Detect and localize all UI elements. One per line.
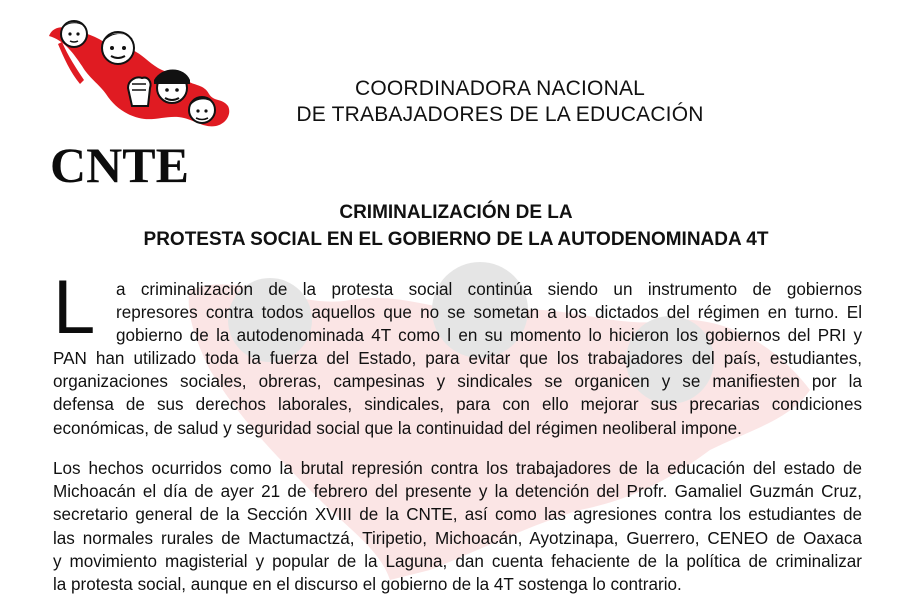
cnte-emblem-icon bbox=[44, 14, 234, 144]
paragraph-line: y movimiento magisterial y popular de la Laguna, dan cuenta fehaciente de la política de criminalizar bbox=[53, 551, 862, 571]
logo-wordmark: CNTE bbox=[50, 137, 189, 193]
paragraph-line: la protesta social, aunque en el discurso el gobierno de la 4T sostenga lo contrario. bbox=[53, 575, 682, 595]
document-title bbox=[0, 199, 912, 253]
paragraph-line: las normales rurales de Mactumactzá, Tiripetio, Michoacán, Ayotzinapa, Guerrero, CENEO de Oaxaca bbox=[53, 528, 862, 548]
cnte-logo bbox=[44, 14, 234, 193]
title-line-2: PROTESTA SOCIAL EN EL GOBIERNO DE LA AUTODENOMINADA 4T bbox=[143, 229, 769, 250]
paragraph-line: defensa de sus derechos laborales, sindicales, para con ello mejorar sus precarias condiciones bbox=[53, 395, 862, 415]
org-name-line-2: DE TRABAJADORES DE LA EDUCACIÓN bbox=[296, 103, 704, 126]
paragraph-line: Los hechos ocurridos como la brutal represión contra los trabajadores de la educación del estado de bbox=[53, 459, 862, 478]
paragraph-line: Michoacán el día de ayer 21 de febrero del presente y la detención del Profr. Gamaliel Guzmán Cruz, bbox=[53, 482, 862, 502]
paragraph-line: gobierno de la autodenominada 4T como l en su momento lo hicieron los gobiernos del PRI y bbox=[116, 326, 862, 346]
paragraph-line: organizaciones sociales, obreras, campesinas y sindicales se organicen y se manifiesten por la bbox=[53, 372, 862, 392]
paragraph-line: a criminalización de la protesta social continúa siendo un instrumento de gobiernos bbox=[116, 280, 862, 299]
paragraph-2 bbox=[53, 457, 862, 596]
organization-name bbox=[250, 76, 750, 128]
org-name-line-1: COORDINADORA NACIONAL bbox=[354, 77, 646, 100]
paragraph-1-indented bbox=[116, 278, 862, 348]
title-line-1: CRIMINALIZACIÓN DE LA bbox=[339, 202, 573, 223]
paragraph-line: secretario general de la Sección XVIII de la CNTE, así como las agresiones contra los estudiantes de bbox=[53, 505, 862, 525]
paragraph-line: PAN han utilizado toda la fuerza del Estado, para evitar que los trabajadores del país, estudiantes, bbox=[53, 349, 862, 368]
paragraph-1-body bbox=[53, 347, 862, 440]
drop-cap: L bbox=[53, 265, 96, 350]
paragraph-line: represores contra todos aquellos que no se sometan a los dictados del régimen en turno. El bbox=[116, 303, 862, 323]
paragraph-line: económicas, de salud y seguridad social que la continuidad del régimen neoliberal impone. bbox=[53, 418, 742, 438]
